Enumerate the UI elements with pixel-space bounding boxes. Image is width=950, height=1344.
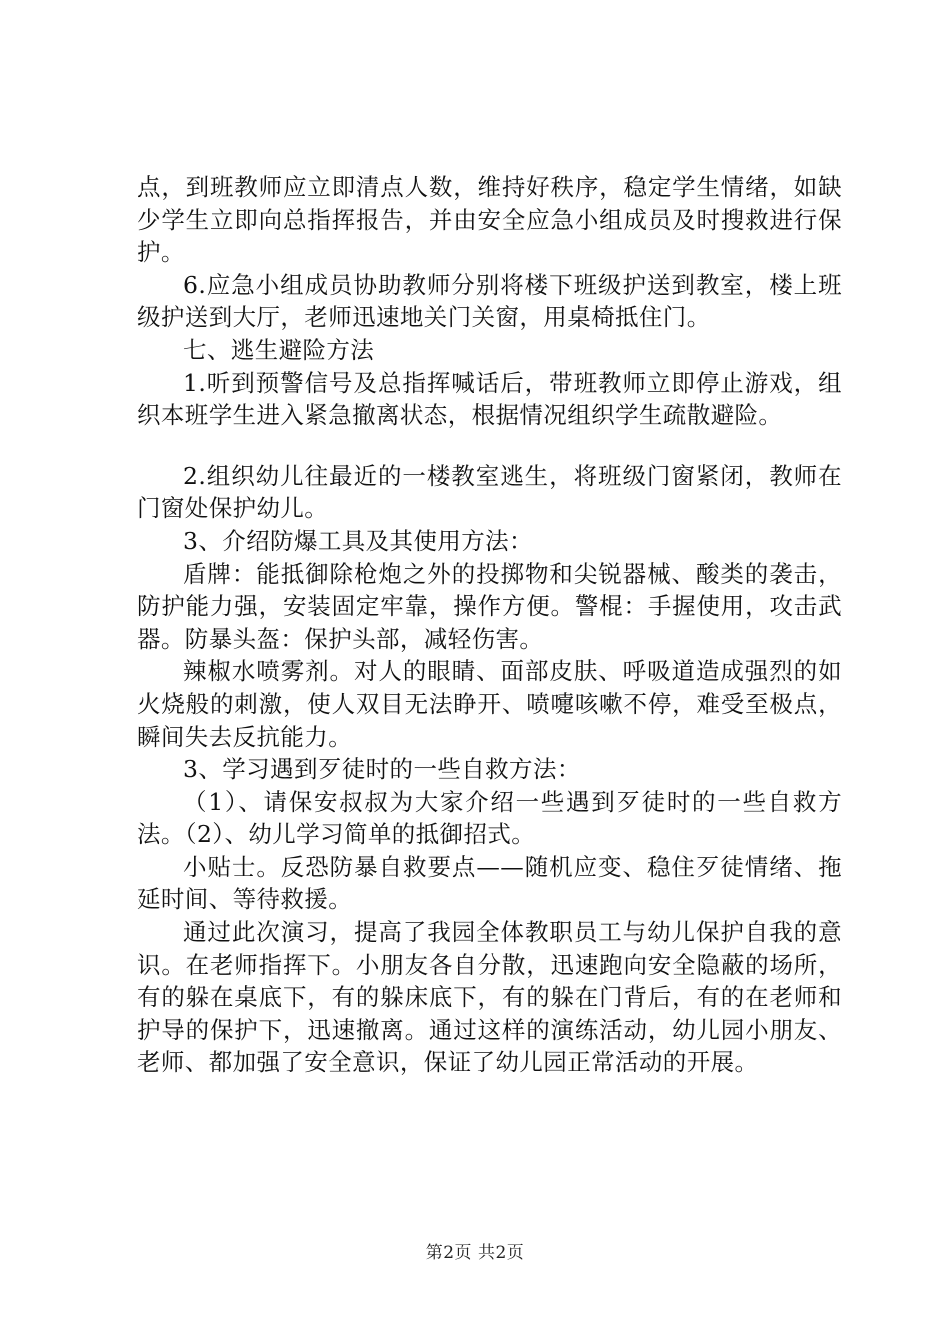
paragraph-step-6: 6.应急小组成员协助教师分别将楼下班级护送到教室，楼上班级护送到大厅，老师迅速地关门关窗，用桌椅抵住门。 [137, 270, 842, 332]
paragraph-self-rescue-heading: 3、学习遇到歹徒时的一些自救方法： [183, 755, 581, 784]
paragraph-tools-heading: 3、介绍防爆工具及其使用方法： [183, 526, 533, 555]
paragraph-escape-step-2: 2.组织幼儿往最近的一楼教室逃生，将班级门窗紧闭，教师在门窗处保护幼儿。 [137, 461, 842, 523]
paragraph-continuation: 点，到班教师应立即清点人数，维持好秩序，稳定学生情绪，如缺少学生立即向总指挥报告，并由安全应急小组成员及时搜救进行保护。 [137, 173, 842, 267]
section-heading-escape-methods: 七、逃生避险方法 [183, 335, 375, 364]
paragraph-shield-description: 盾牌：能抵御除枪炮之外的投掷物和尖锐器械、酸类的袭击，防护能力强，安装固定牢靠，操作方便。警棍：手握使用，攻击武器。防暴头盔：保护头部，减轻伤害。 [137, 559, 842, 653]
paragraph-self-rescue-items: （1）、请保安叔叔为大家介绍一些遇到歹徒时的一些自救方法。（2）、幼儿学习简单的抵御招式。 [137, 787, 842, 849]
document-body [137, 171, 842, 1079]
page-footer: 第2页 共2页 [425, 1243, 525, 1263]
paragraph-pepper-spray: 辣椒水喷雾剂。对人的眼睛、面部皮肤、呼吸道造成强烈的如火烧般的刺激，使人双目无法睁开、喷嚏咳嗽不停，难受至极点，瞬间失去反抗能力。 [137, 657, 842, 751]
paragraph-conclusion: 通过此次演习，提高了我园全体教职员工与幼儿保护自我的意识。在老师指挥下。小朋友各自分散，迅速跑向安全隐蔽的场所，有的躲在桌底下，有的躲床底下，有的躲在门背后，有的在老师和护导的保护下，迅速撤离。通过这样的演练活动，幼儿园小朋友、老师、都加强了安全意识，保证了幼儿园正常活动的开展。 [137, 918, 842, 1077]
paragraph-escape-step-1: 1.听到预警信号及总指挥喊话后，带班教师立即停止游戏，组织本班学生进入紧急撤离状态，根据情况组织学生疏散避险。 [137, 368, 842, 430]
paragraph-tips: 小贴士。反恐防暴自救要点——随机应变、稳住歹徒情绪、拖延时间、等待救援。 [137, 852, 842, 914]
